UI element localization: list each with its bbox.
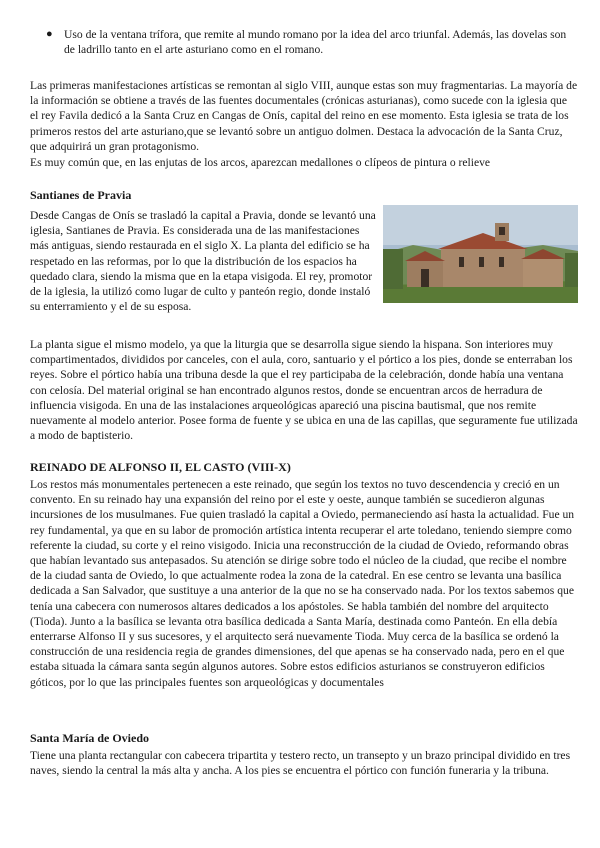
paragraph-enjutas: Es muy común que, en las enjutas de los arcos, aparezcan medallones o clípeos de pintura o relieve xyxy=(30,156,491,169)
paragraph-alfonso-ii: Los restos más monumentales pertenecen a este reinado, que según los textos no tuvo descendencia y creció en un convento. En su reinado hay una expansión del reino por el este y oeste, aunque también se sucedieron algunas incursiones de los musulmanes. Fue quien trasladó la capital a Oviedo, permaneciendo así hasta la actualidad. Fue un rey fundamental, ya que en su labor de promoción artística intenta recuperar el arte toledano, teniendo siempre como referente la ciudad, su corte y el reino visigodo. Inicia una reconstrucción de la ciudad de Oviedo, reformando obras que habían levantado sus antepasados. Su atención se dirige sobre todo el núcleo de la ciudad, que recibe el nombre de la ciudad santa de Oviedo, lo que actualmente rodea la zona de la catedral. En ese centro se levanta una basílica dedicada a San Salvador, que sustituye a una anterior de la que no se ha conservado nada. Por los textos sabemos que tenía una cabecera con numerosos altares dedicados a los apóstoles. Se habla también del nombre del arquitecto (Tioda). Junto a la basílica se levanta otra basílica dedicada a Santa María, destinada como Panteón. En ella debía enterrarse Alfonso II y sus sucesores, y el arquitecto será nuevamente Tioda. Muy cerca de la basílica se ordenó la construcción de una residencia regia de grandes dimensiones, del que apenas se ha conservado nada, pero en el que estaba situada la cámara santa según algunos autores. Sobre estos edificios asturianos se construyeron edificios góticos, por lo que las principales fuentes son arqueológicas y documentales xyxy=(30,478,575,689)
window-2 xyxy=(479,257,484,267)
church-photo xyxy=(383,205,578,303)
heading-santa-maria: Santa María de Oviedo xyxy=(30,731,149,745)
tree-right xyxy=(565,253,578,287)
tree-left xyxy=(383,249,403,289)
paragraph-santianes-intro: Desde Cangas de Onís se trasladó la capital a Pravia, donde se levantó una iglesia, Santianes de Pravia. Es considerada una de las manifestaciones más antiguas, siendo restaurada en el siglo X. La planta del edificio se ha respetado en las reformas, por lo que la distribución de los espacios ha quedado clara, siendo la misma que en la etapa visigoda. El rey, promotor de la iglesia, la utilizó como lugar de culto y panteón regio, donde instaló su enterramiento y el de su esposa. xyxy=(30,209,376,314)
apse-wall xyxy=(523,259,563,287)
porch-door xyxy=(421,269,429,287)
window-3 xyxy=(499,257,504,267)
main-nave-wall xyxy=(441,249,525,287)
paragraph-origins: Las primeras manifestaciones artísticas se remontan al siglo VIII, aunque estas son muy fragmentarias. La mayoría de la información se obtiene a través de las fuentes documentales (crónicas asturianas), como sucede con la iglesia que el rey Favila dedicó a la Santa Cruz en Cangas de Onís, capital del reino en ese momento. Esta iglesia se trata de los primeros restos del arte asturiano,que se levantó sobre un antiguo dolmen. Destaca la advocación de la Santa Cruz, que adquirirá un gran protagonismo. xyxy=(30,79,578,153)
paragraph-santianes-planta: La planta sigue el mismo modelo, ya que la liturgia que se desarrolla sigue siendo la hispana. Son interiores muy compartimentados, divididos por canceles, con el aula, coro, santuario y el pórtico a los pies, donde se enterraban los reyes. Sobre el pórtico había una tribuna desde la que el rey participaba de la celebración, donde había una ventana con celosía. Del material original se han encontrado algunos restos, donde se encuentran arcos de herradura de influencia visigoda. En una de las instalaciones arqueológicas apareció una piscina bautismal, que nos remite nuevamente al modelo anterior. Posee forma de fuente y se ubica en una de las capillas, que seguramente fue utilizada a modo de baptisterio. xyxy=(30,338,578,443)
heading-santianes: Santianes de Pravia xyxy=(30,188,132,202)
heading-alfonso-ii: REINADO DE ALFONSO II, EL CASTO (VIII-X) xyxy=(30,460,291,474)
paragraph-santa-maria: Tiene una planta rectangular con cabecera tripartita y testero recto, un transepto y un brazo principal dividido en tres naves, siendo la central la más alta y ancha. A los pies se encuentra el pórtico con función funeraria y la tribuna. xyxy=(30,749,571,778)
bell-opening xyxy=(499,227,505,235)
bullet-marker: ● xyxy=(46,28,53,40)
window-1 xyxy=(459,257,464,267)
bullet-item-trifora: Uso de la ventana trífora, que remite al mundo romano por la idea del arco triunfal. Además, las dovelas son de ladrillo tanto en el arte asturiano como en el romano. xyxy=(64,28,567,57)
church-illustration xyxy=(383,205,578,303)
